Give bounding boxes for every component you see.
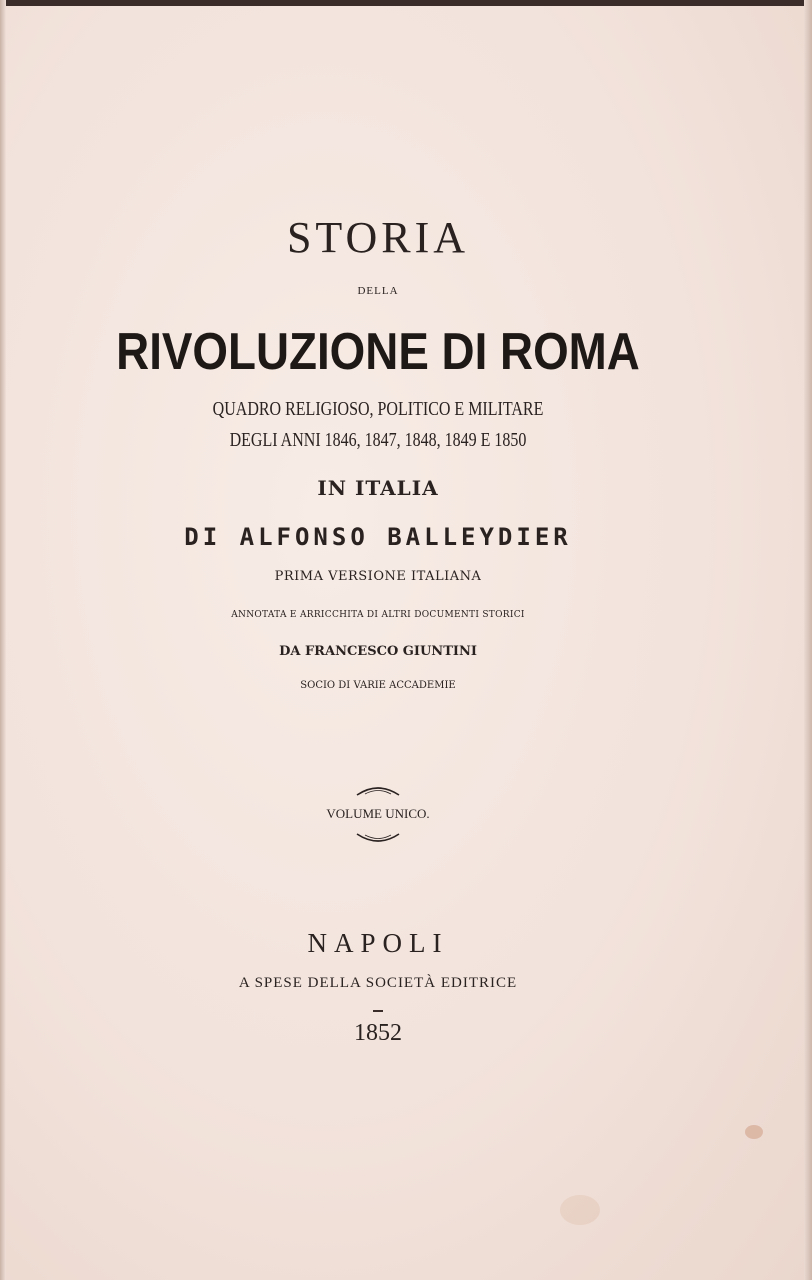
- page-right-edge: [804, 0, 812, 1280]
- volume-label: VOLUME UNICO.: [326, 806, 430, 821]
- page-top-edge: [0, 0, 812, 6]
- publisher: A SPESE DELLA SOCIETÀ EDITRICE: [238, 975, 518, 991]
- subtitle-line-2: DEGLI ANNI 1846, 1847, 1848, 1849 E 1850: [229, 429, 527, 451]
- annotation: ANNOTATA E ARRICCHITA DI ALTRI DOCUMENTI STORICI: [231, 610, 525, 620]
- publication-year: 1852: [354, 1020, 402, 1046]
- edition: PRIMA VERSIONE ITALIANA: [274, 569, 482, 584]
- foxing-stain: [560, 1195, 600, 1225]
- city: NAPOLI: [307, 928, 449, 958]
- translator: DA FRANCESCO GIUNTINI: [279, 644, 477, 659]
- main-title: RIVOLUZIONE DI ROMA: [116, 323, 640, 381]
- translator-note: SOCIO DI VARIE ACCADEMIE: [300, 680, 456, 691]
- page-left-edge: [0, 0, 6, 1280]
- author: DI ALFONSO BALLEYDIER: [184, 523, 572, 551]
- foxing-stain: [745, 1125, 763, 1139]
- ornament-top-icon: [355, 785, 401, 797]
- location: IN ITALIA: [317, 476, 439, 500]
- title-connector: DELLA: [357, 285, 399, 297]
- subtitle-line-1: QUADRO RELIGIOSO, POLITICO E MILITARE: [212, 398, 544, 420]
- ornament-bottom-icon: [355, 832, 401, 844]
- divider: [373, 1010, 383, 1012]
- title: STORIA: [286, 213, 470, 262]
